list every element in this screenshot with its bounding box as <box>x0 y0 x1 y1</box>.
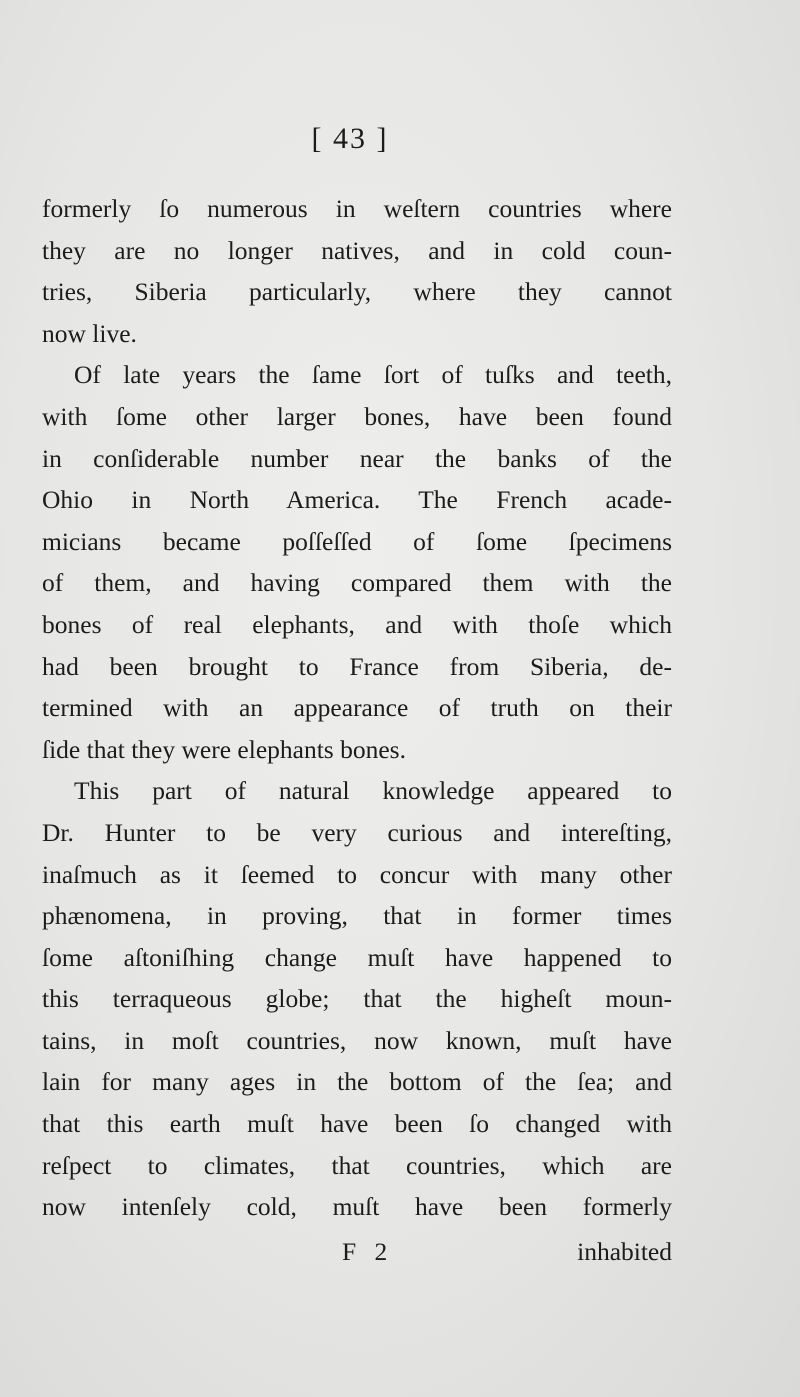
text-line: Dr. Hunter to be very curious and intereſting, <box>42 817 672 847</box>
text-line: ſide that they were elephants bones. <box>42 734 406 764</box>
text-line: reſpect to climates, that countries, which are <box>42 1150 672 1180</box>
page-footer <box>42 1232 672 1272</box>
body-text <box>42 188 672 1228</box>
page-number: [ 43 ] <box>311 122 389 155</box>
text-line: phænomena, in proving, that in former times <box>42 901 672 931</box>
text-line: that this earth muſt have been ſo changed with <box>42 1109 672 1139</box>
text-line: micians became poſſeſſed of ſome ſpecimens <box>42 526 672 556</box>
catchword: inhabited <box>577 1237 672 1266</box>
text-line: tries, Siberia particularly, where they cannot <box>42 277 672 307</box>
text-line: had been brought to France from Siberia, de- <box>42 651 672 681</box>
text-line: Of late years the ſame ſort of tuſks and teeth, <box>74 360 672 390</box>
text-line: they are no longer natives, and in cold coun- <box>42 235 672 265</box>
text-line: This part of natural knowledge appeared to <box>74 776 672 806</box>
text-line: tains, in moſt countries, now known, muſt have <box>42 1025 672 1055</box>
text-line: ſome aſtoniſhing change muſt have happened to <box>42 942 672 972</box>
text-line: formerly ſo numerous in weſtern countries where <box>42 194 672 223</box>
text-line: now intenſely cold, muſt have been formerly <box>42 1192 672 1222</box>
text-line: now live. <box>42 318 137 348</box>
text-line: termined with an appearance of truth on their <box>42 693 672 723</box>
text-line: lain for many ages in the bottom of the ſea; and <box>42 1067 672 1097</box>
text-line: Ohio in North America. The French acade- <box>42 485 672 515</box>
text-line: in conſiderable number near the banks of the <box>42 443 672 473</box>
text-line: inaſmuch as it ſeemed to concur with many other <box>42 859 672 889</box>
text-line: bones of real elephants, and with thoſe which <box>42 609 672 639</box>
signature-mark: F 2 <box>342 1237 394 1266</box>
text-line: of them, and having compared them with the <box>42 568 672 598</box>
text-line: this terraqueous globe; that the higheſt moun- <box>42 984 672 1014</box>
text-line: with ſome other larger bones, have been found <box>42 401 672 431</box>
